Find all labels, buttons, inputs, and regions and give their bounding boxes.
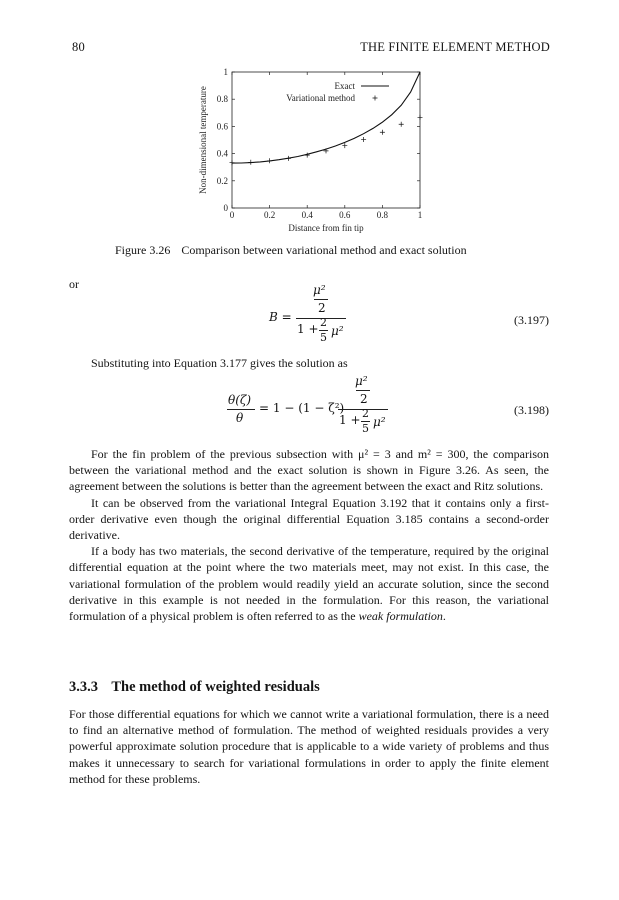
x-axis-label: Distance from fin tip [288,223,364,233]
chart-legend [286,81,389,103]
eq197-one-plus: 1 + [297,322,319,336]
variational-point [380,130,385,135]
x-tick-label: 0.8 [376,210,389,220]
body-text [69,446,549,624]
paragraph-two-materials [69,543,549,624]
paragraph-weighted-residuals: For those differential equations for which we cannot write a variational formulation, there is a need to find an alternative method of formulation. The method of weighted residuals provides a very powerful approximate solution procedure that is applicable to a wide variety of problems and thus makes it unnecessary to search for variational formulations in order to apply the finite element method for these problems. [69,707,549,786]
variational-point [361,137,366,142]
x-tick-label: 0.4 [301,210,313,220]
eq198-eq: = 1 − (1 − ζ²) [259,401,345,415]
y-tick-label: 0.8 [216,94,228,105]
x-tick-label: 0 [229,210,235,220]
eq197-two-b: 2 [320,316,327,329]
eq197-inner-bar [314,299,328,300]
eq198-two-a: 2 [360,392,368,406]
eq198-mu2-b: μ² [373,415,386,429]
x-tick-label: 0.6 [339,210,351,220]
y-axis-label: Non-dimensional temperature [198,86,208,194]
body-text-weighted-residuals [69,706,549,787]
x-tick-label: 0.2 [263,210,276,220]
eq197-mu2-b: μ² [331,324,344,338]
eq197-lhs: B = [269,310,292,324]
paragraph-two-materials-end: . [442,609,446,624]
legend-label-variational: Variational method [286,93,355,103]
page-number: 80 [72,40,85,54]
y-tick-label: 0 [223,203,228,213]
legend-label-exact: Exact [334,81,355,91]
variational-point [342,143,347,148]
running-title: THE FINITE ELEMENT METHOD [360,40,550,54]
connector-or: or [69,277,79,291]
variational-point [230,160,235,165]
y-tick-label: 1 [223,67,228,77]
figure-caption [115,243,467,258]
section-number: 3.3.3 [69,679,98,695]
y-tick-label: 0.2 [216,175,228,186]
eq198-two-b: 2 [362,407,369,420]
figure-label: Figure 3.26 [115,243,171,257]
x-tick-label: 1 [417,210,423,220]
variational-point [418,115,423,120]
eq198-left-bar [227,409,255,410]
eq197-number: (3.197) [514,313,549,327]
variational-point [286,156,291,161]
y-tick-label: 0.6 [216,121,228,132]
section-title: The method of weighted residuals [111,679,320,695]
weak-formulation-term: weak formulation [358,609,443,624]
legend-swatch-variational [373,96,378,101]
variational-point [267,158,272,163]
substituting-text: Substituting into Equation 3.177 gives the solution as [91,356,348,370]
chart-axes [198,67,422,233]
chart-marks [230,72,423,165]
paragraph-first-order: It can be observed from the variational Integral Equation 3.192 that it contains only a first-order derivative even though the original differential Equation 3.185 contains a second-order derivative. [69,495,549,543]
eq197-five: 5 [320,331,327,344]
eq198-mu2: μ² [355,374,368,388]
y-tick-label: 0.4 [216,148,228,159]
eq198-five: 5 [362,422,369,435]
comparison-chart [180,60,450,240]
eq198-number: (3.198) [514,403,549,417]
paragraph-two-materials-text: If a body has two materials, the second derivative of the temperature, required by the original differential equation at the point where the two materials meet, may not exist. In this case, the variational formulation of the problem would readily yield an accurate solution, since the second derivative in this example is not needed in the formulation. For this reason, the variational formulation of a physical problem is often referred to as the [69,544,549,624]
eq198-one-plus: 1 + [339,413,361,427]
eq197-mu2: μ² [313,283,326,297]
paragraph-fin-comparison: For the fin problem of the previous subsection with μ² = 3 and m² = 300, the comparison between the variational method and the exact solution is shown in Figure 3.26. As seen, the agreement between the solutions is better than the agreement between the exact and Ritz solutions. [69,447,549,494]
eq198-theta-zeta: θ(ζ) [228,393,252,407]
section-heading [69,679,320,696]
variational-point [399,122,404,127]
eq197-two-a: 2 [318,301,326,315]
eq198-inner-bar [356,390,370,391]
variational-point [248,160,253,165]
figure-caption-text: Comparison between variational method and exact solution [181,243,467,257]
eq198-theta: θ [236,411,244,425]
